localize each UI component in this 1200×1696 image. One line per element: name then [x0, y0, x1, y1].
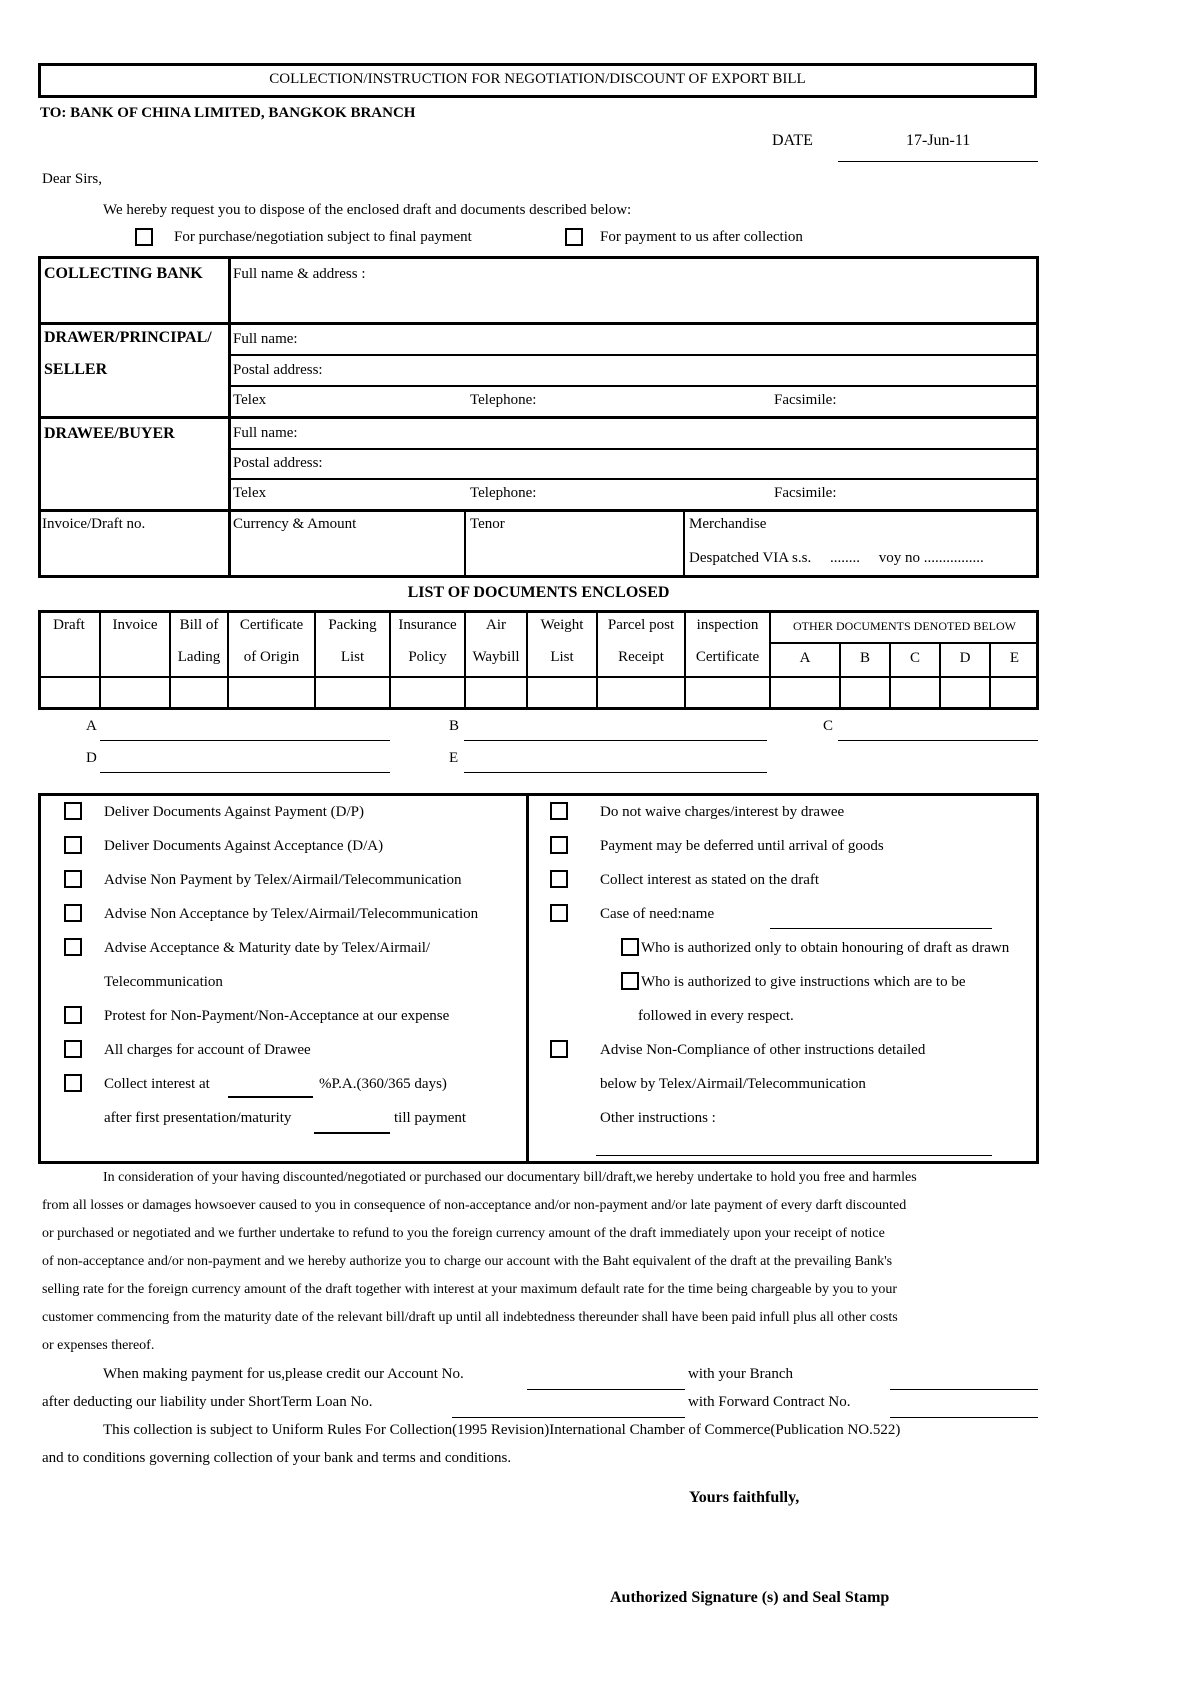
tenor-field[interactable]: Tenor [470, 516, 505, 532]
advise-non-payment-checkbox[interactable] [64, 870, 82, 888]
note-field-a[interactable] [100, 740, 390, 741]
with-forward-label: with Forward Contract No. [688, 1394, 851, 1410]
charges-drawee-checkbox[interactable] [64, 1040, 82, 1058]
undertaking-line-2: from all losses or damages howsoever caused to you in consequence of non-acceptance and/or non-payment and/or late payment of every darft discounted [42, 1198, 907, 1213]
doc-col-header: Lading [177, 649, 221, 665]
no-waive-charges-checkbox[interactable] [550, 802, 568, 820]
urc-line-1: This collection is subject to Uniform Rules For Collection(1995 Revision)International Chamber of Commerce(Publication NO.522) [103, 1422, 901, 1438]
payment-credit-label: When making payment for us,please credit our Account No. [103, 1366, 464, 1382]
undertaking-line-1: In consideration of your having discounted/negotiated or purchased our documentary bill/draft,we hereby undertake to hold you free and harmles [103, 1170, 917, 1185]
request-text: We hereby request you to dispose of the enclosed draft and documents described below: [103, 202, 632, 218]
other-instructions-label: Other instructions : [600, 1110, 716, 1126]
doc-col-header: Packing [328, 617, 377, 633]
dp-label: Deliver Documents Against Payment (D/P) [104, 804, 364, 820]
collect-interest-label: Collect interest at [104, 1076, 210, 1092]
da-label: Deliver Documents Against Acceptance (D/A) [104, 838, 384, 854]
drawer-telex-field[interactable]: Telex [233, 392, 267, 408]
authorized-honouring-checkbox[interactable] [621, 938, 639, 956]
drawer-facsimile-field[interactable]: Facsimile: [774, 392, 837, 408]
undertaking-line-5: selling rate for the foreign currency amount of the draft together with interest at your maximum default rate for the time being chargeable by you to your [42, 1282, 898, 1297]
doc-col-header: Policy [408, 649, 447, 665]
payment-option-label: For payment to us after collection [600, 229, 803, 245]
branch-field[interactable] [890, 1389, 1038, 1390]
collecting-bank-label: COLLECTING BANK [44, 265, 203, 282]
doc-col-header: Bill of [179, 617, 219, 633]
doc-col-header: Waybill [472, 649, 520, 665]
no-waive-charges-label: Do not waive charges/interest by drawee [600, 804, 845, 820]
forward-contract-field[interactable] [890, 1417, 1038, 1418]
other-documents-header: OTHER DOCUMENTS DENOTED BELOW [793, 619, 1016, 633]
advise-non-payment-label: Advise Non Payment by Telex/Airmail/Telecommunication [104, 872, 462, 888]
doc-col-header: Weight [540, 617, 584, 633]
collect-interest-checkbox[interactable] [64, 1074, 82, 1092]
doc-count-cell[interactable] [170, 679, 228, 708]
doc-col-header: List [550, 649, 574, 665]
drawee-telex-field[interactable]: Telex [233, 485, 267, 501]
urc-line-2: and to conditions governing collection of your bank and terms and conditions. [42, 1450, 512, 1466]
doc-col-header: Air [486, 617, 506, 633]
invoice-draft-no-field[interactable]: Invoice/Draft no. [42, 516, 146, 532]
advise-non-acceptance-checkbox[interactable] [64, 904, 82, 922]
advise-non-compliance-checkbox[interactable] [550, 1040, 568, 1058]
doc-col-header: List [340, 649, 365, 665]
undertaking-line-7: or expenses thereof. [42, 1338, 155, 1353]
payment-deferred-checkbox[interactable] [550, 836, 568, 854]
doc-col-header: Parcel post [607, 617, 675, 633]
note-field-d[interactable] [100, 772, 390, 773]
drawer-postal-address-field[interactable]: Postal address: [233, 362, 323, 378]
documents-title: LIST OF DOCUMENTS ENCLOSED [407, 584, 670, 601]
purchase-option-label: For purchase/negotiation subject to final payment [174, 229, 472, 245]
note-label-c: C [823, 718, 834, 734]
presentation-days-field[interactable] [314, 1132, 390, 1134]
instructions-divider [526, 793, 529, 1164]
note-field-e[interactable] [464, 772, 767, 773]
doc-count-cell[interactable] [228, 679, 315, 708]
drawee-telephone-field[interactable]: Telephone: [470, 485, 537, 501]
other-doc-col-c: C [909, 650, 920, 666]
seller-label: SELLER [44, 361, 108, 378]
other-doc-col-e: E [1009, 650, 1020, 666]
authorized-instructions-label: Who is authorized to give instructions which are to be [641, 974, 966, 990]
doc-count-cell[interactable] [770, 679, 840, 708]
advise-acceptance-label-cont: Telecommunication [104, 974, 223, 990]
form-title: COLLECTION/INSTRUCTION FOR NEGOTIATION/DISCOUNT OF EXPORT BILL [269, 71, 806, 87]
drawer-full-name-field[interactable]: Full name: [233, 331, 298, 347]
doc-count-cell[interactable] [840, 679, 890, 708]
undertaking-line-4: of non-acceptance and/or non-payment and we hereby authorize you to charge our account with the Baht equivalent of the draft at the prevailing Bank's [42, 1254, 893, 1269]
collecting-bank-address-field[interactable]: Full name & address : [233, 266, 366, 282]
drawee-facsimile-field[interactable]: Facsimile: [774, 485, 837, 501]
note-label-b: B [449, 718, 460, 734]
drawee-postal-address-field[interactable]: Postal address: [233, 455, 323, 471]
doc-col-header: of Origin [243, 649, 300, 665]
doc-count-cell[interactable] [597, 679, 685, 708]
collect-interest-draft-label: Collect interest as stated on the draft [600, 872, 820, 888]
doc-col-header: Draft [53, 617, 85, 633]
doc-count-cell[interactable] [38, 679, 100, 708]
interest-rate-field[interactable] [228, 1096, 313, 1098]
advise-acceptance-label: Advise Acceptance & Maturity date by Telex/Airmail/ [104, 940, 431, 956]
advise-non-acceptance-label: Advise Non Acceptance by Telex/Airmail/Telecommunication [104, 906, 479, 922]
interest-basis-label: %P.A.(360/365 days) [319, 1076, 447, 1092]
after-presentation-label: after first presentation/maturity [104, 1110, 292, 1126]
liability-label: after deducting our liability under ShortTerm Loan No. [42, 1394, 373, 1410]
note-field-b[interactable] [464, 740, 767, 741]
closing: Yours faithfully, [689, 1489, 800, 1506]
protest-label: Protest for Non-Payment/Non-Acceptance at our expense [104, 1008, 450, 1024]
drawee-full-name-field[interactable]: Full name: [233, 425, 298, 441]
undertaking-line-3: or purchased or negotiated and we further undertake to refund to you the foreign currency amount of the draft immediately upon your receipt of notice [42, 1226, 885, 1241]
note-label-a: A [86, 718, 97, 734]
case-of-need-label: Case of need:name [600, 906, 715, 922]
signature-label: Authorized Signature (s) and Seal Stamp [610, 1589, 890, 1606]
doc-count-cell[interactable] [527, 679, 597, 708]
authorized-honouring-label: Who is authorized only to obtain honouring of draft as drawn [641, 940, 1010, 956]
doc-col-header: Certificate [239, 617, 304, 633]
despatched-field[interactable]: Despatched VIA s.s. ........ voy no ................ [689, 550, 984, 566]
authorized-instructions-checkbox[interactable] [621, 972, 639, 990]
merchandise-field[interactable]: Merchandise [689, 516, 767, 532]
with-branch-label: with your Branch [688, 1366, 793, 1382]
dp-checkbox[interactable] [64, 802, 82, 820]
currency-amount-field[interactable]: Currency & Amount [233, 516, 357, 532]
undertaking-line-6: customer commencing from the maturity date of the relevant bill/draft up until all indebtedness thereunder shall have been paid infull plus all other costs [42, 1310, 898, 1325]
doc-count-cell[interactable] [890, 679, 940, 708]
loan-no-field[interactable] [452, 1417, 685, 1418]
till-payment-label: till payment [394, 1110, 467, 1126]
doc-col-header: Receipt [618, 649, 664, 665]
other-doc-col-b: B [859, 650, 870, 666]
da-checkbox[interactable] [64, 836, 82, 854]
case-of-need-name-field[interactable] [770, 928, 992, 929]
drawer-label: DRAWER/PRINCIPAL/ [44, 330, 212, 346]
addressee-line: TO: BANK OF CHINA LIMITED, BANGKOK BRANCH [40, 105, 416, 121]
drawer-telephone-field[interactable]: Telephone: [470, 392, 537, 408]
case-of-need-checkbox[interactable] [550, 904, 568, 922]
doc-count-cell[interactable] [465, 679, 527, 708]
doc-col-header: Invoice [112, 617, 158, 633]
salutation: Dear Sirs, [42, 171, 102, 187]
account-no-field[interactable] [527, 1389, 685, 1390]
authorized-instructions-label-cont: followed in every respect. [638, 1008, 794, 1024]
doc-count-cell[interactable] [390, 679, 465, 708]
charges-drawee-label: All charges for account of Drawee [104, 1042, 311, 1058]
date-value[interactable]: 17-Jun-11 [906, 132, 971, 149]
doc-count-cell[interactable] [940, 679, 990, 708]
doc-count-cell[interactable] [315, 679, 390, 708]
note-label-d: D [86, 750, 97, 766]
doc-col-header: inspection [696, 617, 759, 633]
advise-non-compliance-label-cont: below by Telex/Airmail/Telecommunication [600, 1076, 866, 1092]
protest-checkbox[interactable] [64, 1006, 82, 1024]
note-label-e: E [449, 750, 459, 766]
date-label: DATE [772, 132, 813, 149]
doc-count-cell[interactable] [100, 679, 170, 708]
drawee-label: DRAWEE/BUYER [44, 425, 175, 442]
doc-col-header: Certificate [695, 649, 760, 665]
other-doc-col-a: A [799, 650, 811, 666]
doc-count-cell[interactable] [990, 679, 1039, 708]
advise-acceptance-checkbox[interactable] [64, 938, 82, 956]
documents-grid [0, 0, 1200, 720]
advise-non-compliance-label: Advise Non-Compliance of other instructions detailed [600, 1042, 926, 1058]
note-field-c[interactable] [838, 740, 1038, 741]
doc-col-header: Insurance [398, 617, 457, 633]
other-instructions-field[interactable] [596, 1155, 992, 1156]
doc-count-cell[interactable] [685, 679, 770, 708]
other-doc-col-d: D [959, 650, 971, 666]
collect-interest-draft-checkbox[interactable] [550, 870, 568, 888]
payment-deferred-label: Payment may be deferred until arrival of goods [600, 838, 884, 854]
